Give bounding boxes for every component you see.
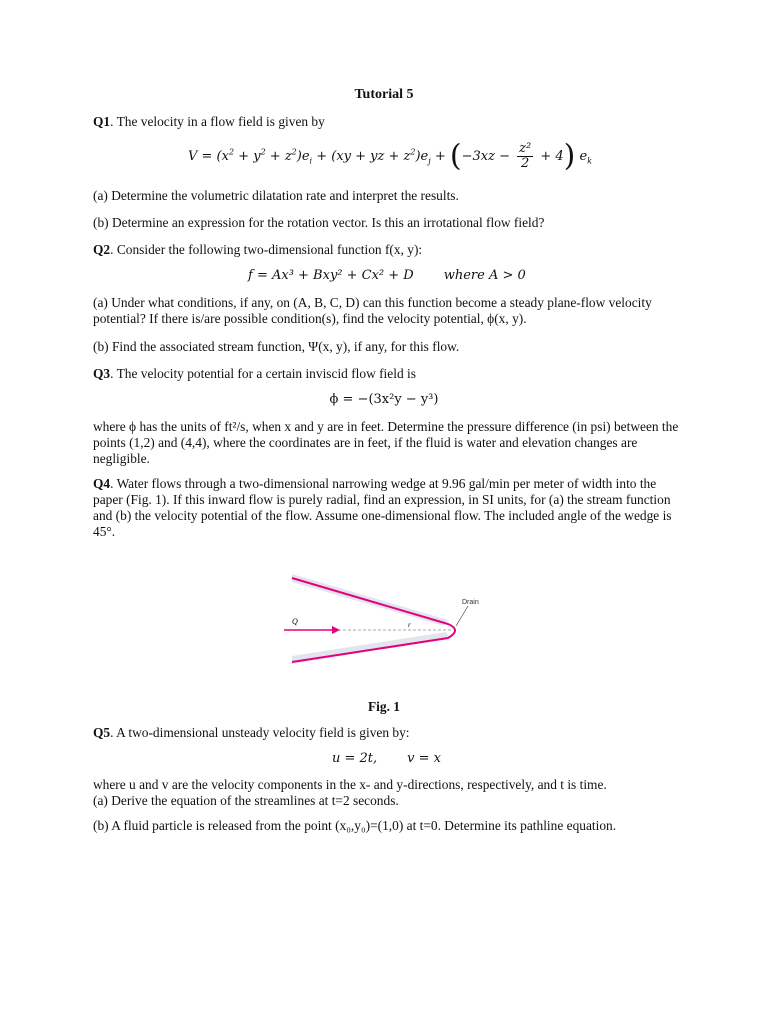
fraction-numerator: z² (519, 141, 532, 156)
q4-body (93, 476, 683, 540)
open-paren: ( (449, 138, 462, 174)
q2-equation (248, 268, 526, 283)
eq-exp: 2 (260, 147, 266, 157)
q5-body: where u and v are the velocity components in the x- and y-directions, respectively, and t is time. (93, 777, 607, 792)
eq-part: + y (234, 149, 261, 164)
eq-part: + 4 (540, 149, 564, 164)
q2-part-b: (b) Find the associated stream function, Ψ(x, y), if any, for this flow. (93, 339, 460, 354)
eq-part: + (xy + yz + z (312, 149, 411, 164)
q3-label: Q3 (93, 366, 111, 381)
q1-part-a: (a) Determine the volumetric dilatation rate and interpret the results. (93, 188, 459, 203)
q2-text: . Consider the following two-dimensional function f(x, y): (110, 242, 423, 257)
q5-part-a: (a) Derive the equation of the streamlines at t=2 seconds. (93, 793, 399, 808)
eq-sub: k (587, 156, 593, 166)
drain-leader (456, 606, 468, 626)
q4-label: Q4 (93, 476, 111, 491)
eq-part: )e (415, 149, 429, 164)
drain-label: Drain (462, 599, 479, 606)
q3-text: . The velocity potential for a certain inviscid flow field is (110, 366, 416, 381)
q2-part-a: (a) Under what conditions, if any, on (A, B, C, D) can this function become a steady plane-flow velocity potential? If there is/are possible condition(s), find the velocity potential, ϕ(x, y). (93, 295, 652, 326)
eq-part: )e (296, 149, 310, 164)
figure-caption: Fig. 1 (368, 699, 400, 714)
q2-condition: where A > 0 (443, 268, 526, 283)
eq-part: V = (x (188, 149, 229, 164)
q1-intro (93, 114, 683, 130)
q3-body: where ϕ has the units of ft²/s, when x and y are in feet. Determine the pressure difference (in psi) between the points (1,2) and (4,4), where the coordinates are in feet, if the fluid is water and elevation changes are negligible. (93, 419, 679, 466)
eq-exp: 2 (410, 147, 416, 157)
eq-part: + (430, 149, 446, 164)
q2-eq-text: f = Ax³ + Bxy² + Cx² + D (248, 268, 414, 283)
eq-part: + z (265, 149, 292, 164)
q1-text: . The velocity in a flow field is given by (110, 114, 325, 129)
q2-intro (93, 242, 683, 258)
q5-text: . A two-dimensional unsteady velocity field is given by: (110, 725, 410, 740)
eq-part: e (579, 149, 588, 164)
q5-eq-v: v = x (407, 751, 442, 766)
q3-equation: ϕ = −(3x²y − y³) (329, 392, 439, 407)
q5-part-b: (b) A fluid particle is released from the point (x₀,y₀)=(1,0) at t=0. Determine its pathline equation. (93, 818, 617, 833)
q1-equation (188, 138, 593, 174)
eq-sub: j (428, 156, 431, 166)
q5-intro (93, 725, 683, 741)
eq-exp: 2 (228, 147, 235, 157)
flow-arrow-head (332, 626, 340, 634)
close-paren: ) (563, 138, 576, 174)
q1-label: Q1 (93, 114, 111, 129)
q5-equation (332, 751, 441, 766)
eq-exp: 2 (291, 147, 297, 157)
r-label: r (408, 621, 411, 629)
fraction-denominator: 2 (521, 156, 530, 171)
eq-sub: i (309, 156, 313, 166)
q5-eq-u: u = 2t, (332, 751, 378, 766)
q4-text: . Water flows through a two-dimensional narrowing wedge at 9.96 gal/min per meter of width into the paper (Fig. 1). If this inward flow is purely radial, find an expression, in SI units, for (a) the stream function and (b) the velocity potential of the flow. Assume one-dimensional flow. The included angle of the wedge is 45°. (93, 476, 672, 539)
wedge-figure (280, 568, 480, 668)
eq-part: −3xz − (461, 149, 510, 164)
q1-part-b: (b) Determine an expression for the rotation vector. Is this an irrotational flow field? (93, 215, 545, 230)
page-title: Tutorial 5 (354, 87, 414, 102)
eq-fraction (517, 142, 533, 171)
q-label: Q (292, 617, 298, 626)
q2-label: Q2 (93, 242, 111, 257)
q5-label: Q5 (93, 725, 111, 740)
q3-intro (93, 366, 683, 382)
